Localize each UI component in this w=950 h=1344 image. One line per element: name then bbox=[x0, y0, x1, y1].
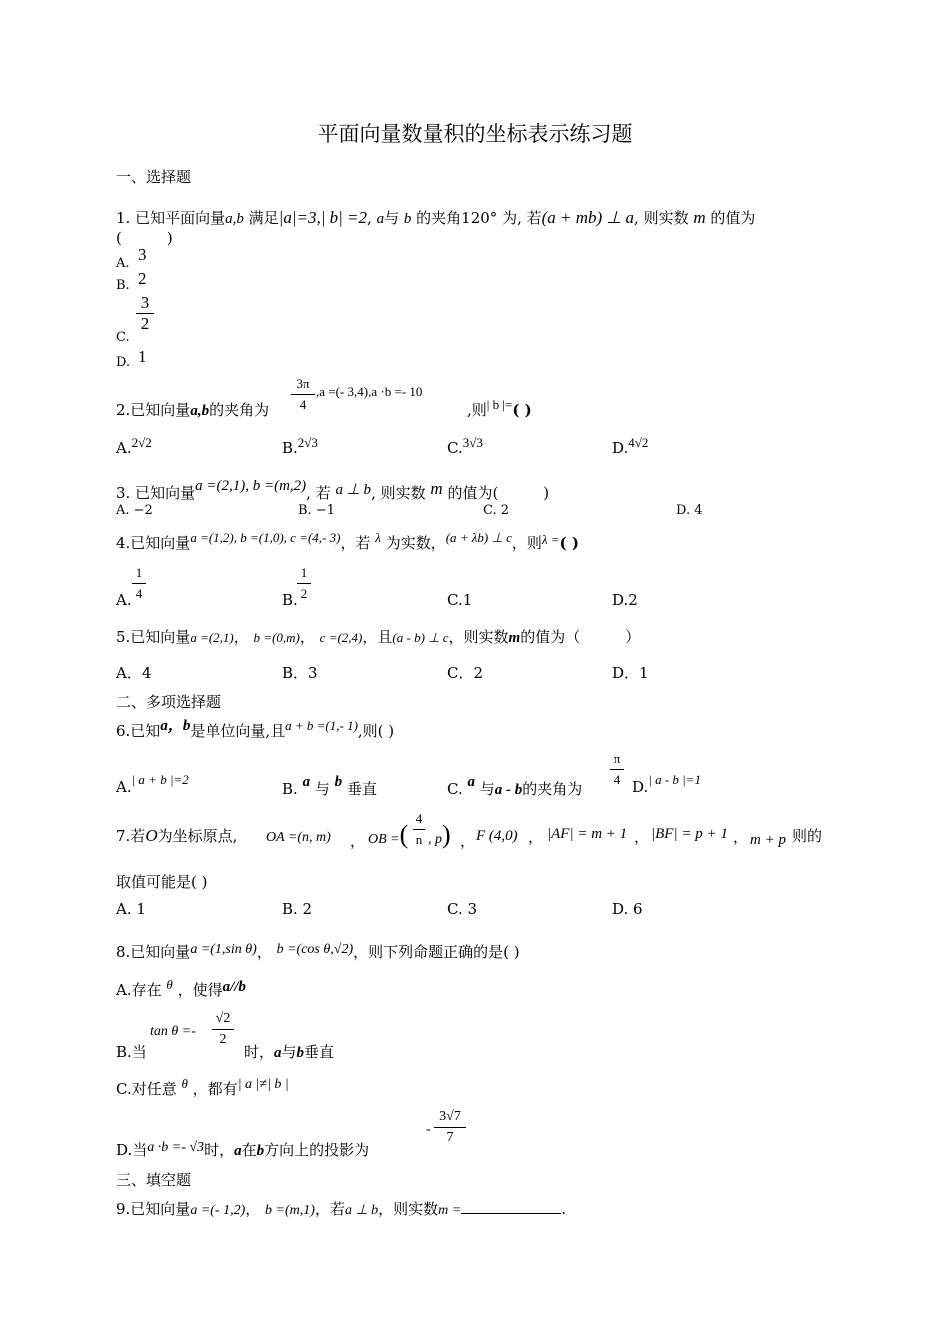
q8-option-b-tail: 垂直 bbox=[304, 1043, 335, 1061]
q1-option-d-value: 1 bbox=[138, 347, 147, 366]
q4-real: 为实数， bbox=[385, 534, 446, 552]
q1-paren: ( ) bbox=[116, 229, 173, 247]
q1-meets: 满足 bbox=[248, 209, 279, 227]
q6-option-c-denominator: 4 bbox=[613, 772, 621, 787]
q7-lead: 7.若 bbox=[116, 827, 146, 845]
q7-OB-tail-wrap bbox=[428, 820, 451, 850]
q6-condition: a + b =(1,- 1) bbox=[285, 718, 358, 733]
q8-option-b-numerator: √2 bbox=[215, 1011, 231, 1026]
q8-b: b =(cos θ,√2) bbox=[276, 942, 354, 957]
q1-option-c-fraction bbox=[136, 294, 154, 333]
q7-option-c: C. 3 bbox=[447, 900, 478, 918]
q8-option-a-mid: ，使得 bbox=[177, 981, 223, 999]
q6-option-c-with: 与 bbox=[479, 780, 495, 798]
fraction-bar bbox=[291, 394, 315, 395]
q8-sep: ， bbox=[256, 943, 272, 961]
question-1 bbox=[116, 207, 755, 228]
q8-option-c-expr: | a |≠| b | bbox=[237, 1077, 289, 1092]
fraction-bar bbox=[610, 769, 624, 770]
q5-c: c =(2,4) bbox=[319, 630, 363, 645]
fraction-bar bbox=[297, 583, 311, 584]
q8-option-a-theta: θ bbox=[166, 977, 173, 992]
q9-lead: 9.已知向量 bbox=[116, 1200, 191, 1218]
q8-option-c bbox=[116, 1078, 289, 1099]
q7-tail: 则的 bbox=[792, 827, 823, 845]
q7-sep-1: ， bbox=[350, 832, 366, 850]
q2-option-c-label: C. bbox=[447, 439, 463, 457]
q1-expr: (a + mb) ⊥ a bbox=[541, 208, 635, 227]
q4-option-b-fraction bbox=[297, 564, 311, 603]
q1-tail: 的值为 bbox=[710, 209, 756, 227]
q5-option-a: A．4 bbox=[116, 664, 152, 682]
section-heading: 一、选择题 bbox=[116, 168, 192, 186]
fraction-bar bbox=[212, 1029, 234, 1030]
q1-comma: , bbox=[367, 209, 372, 227]
q8-option-b-a: a bbox=[274, 1045, 282, 1061]
section-heading: 三、填空题 bbox=[116, 1171, 192, 1189]
q8-option-b-denominator: 2 bbox=[219, 1032, 227, 1047]
q1-option-c-numerator: 3 bbox=[140, 293, 150, 312]
q8-option-d-mid: 时， bbox=[204, 1141, 235, 1159]
q7-OB-pre: OB = bbox=[368, 832, 400, 847]
q2-option-d-value: 4√2 bbox=[628, 435, 649, 450]
q8-option-d-expr: a ·b =- √3 bbox=[147, 1140, 205, 1155]
question-9 bbox=[116, 1198, 566, 1219]
section-heading: 二、多项选择题 bbox=[116, 693, 222, 711]
q4-condition: a =(1,2), b =(1,0), c =(4,- 3) bbox=[190, 530, 341, 545]
fraction-bar bbox=[132, 583, 146, 584]
q7-option-a: A. 1 bbox=[116, 900, 146, 918]
q1-option-c-label: C. bbox=[116, 330, 130, 345]
q2-angle-fraction bbox=[291, 375, 315, 414]
q5-sep-1: ， bbox=[233, 628, 249, 646]
q7-m-plus-p: m + p bbox=[750, 832, 786, 848]
q8-tail: ，则下列命题正确的是( ) bbox=[353, 943, 520, 961]
question-4 bbox=[116, 532, 579, 553]
q1-lead: 1. 已知平面向量 bbox=[116, 209, 226, 227]
page-title: 平面向量数量积的坐标表示练习题 bbox=[317, 122, 633, 146]
q6-option-b bbox=[282, 774, 377, 799]
q2-angle-numerator: 3π bbox=[296, 376, 310, 391]
q6-option-d-label: D. bbox=[632, 778, 649, 796]
answer-blank[interactable] bbox=[461, 1199, 561, 1214]
q2-abs-b: | b |= bbox=[486, 397, 513, 412]
q4-paren: ( ) bbox=[559, 534, 579, 552]
q6-tail: ,则( ) bbox=[357, 722, 395, 740]
q8-option-b-fraction bbox=[212, 1010, 234, 1049]
q8-option-c-theta: θ bbox=[181, 1076, 188, 1091]
q8-option-b-pre: B.当 bbox=[116, 1043, 147, 1061]
q5-m: m bbox=[508, 630, 521, 646]
q2-option-a bbox=[116, 435, 152, 457]
q3-then: , 则实数 bbox=[371, 484, 426, 502]
q2-condition: ,a =(- 3,4),a ·b =- 10 bbox=[316, 384, 423, 399]
q8-lead: 8.已知向量 bbox=[116, 943, 191, 961]
q3-perp: a ⊥ b bbox=[335, 482, 372, 498]
q6-option-a bbox=[116, 772, 189, 796]
q2-option-a-label: A. bbox=[116, 439, 132, 457]
q6-lead: 6.已知 bbox=[116, 722, 161, 740]
q7-line-2: 取值可能是( ) bbox=[116, 873, 208, 891]
fraction-bar bbox=[434, 1127, 466, 1128]
q9-a: a =(- 1,2) bbox=[190, 1203, 246, 1218]
q7-option-b: B. 2 bbox=[282, 900, 313, 918]
q8-option-a-pre: A.存在 bbox=[116, 981, 162, 999]
q7-BF: |BF| = p + 1 bbox=[651, 826, 728, 842]
q8-option-c-pre: C.对任意 bbox=[116, 1080, 177, 1098]
q2-tail: ,则 bbox=[467, 401, 487, 419]
q1-a: a bbox=[376, 211, 385, 227]
q7-option-d: D. 6 bbox=[612, 900, 643, 918]
q6-option-c-tail: 的夹角为 bbox=[522, 780, 583, 798]
q1-b: b bbox=[403, 211, 412, 227]
q7-sep-5: ， bbox=[733, 828, 749, 846]
q3-tail: 的值为( ) bbox=[447, 484, 550, 502]
q3-option-a: A. −2 bbox=[116, 503, 153, 518]
q7-origin: 为坐标原点, bbox=[157, 827, 238, 845]
q8-option-d-b: b bbox=[256, 1143, 265, 1159]
q6-option-b-b: b bbox=[334, 774, 343, 790]
q1-with: 与 bbox=[384, 209, 400, 227]
q5-b: b =(0,m) bbox=[253, 630, 300, 645]
q8-option-b-rest bbox=[244, 1041, 334, 1062]
paren-right: ) bbox=[442, 820, 451, 849]
q6-option-c-label: C. bbox=[447, 780, 463, 798]
q1-option-a-value: 3 bbox=[138, 245, 147, 264]
q8-option-a bbox=[116, 979, 246, 1000]
q4-option-b-numerator: 1 bbox=[300, 565, 308, 580]
q1-option-a-label: A. bbox=[116, 256, 130, 271]
q9-sep: ， bbox=[245, 1200, 261, 1218]
q3-condition: a =(2,1), b =(m,2) bbox=[195, 478, 307, 494]
q8-option-d-neg: - bbox=[426, 1122, 431, 1137]
q4-option-a-fraction bbox=[132, 564, 146, 603]
q7-OB bbox=[368, 820, 408, 850]
q6-option-b-with: 与 bbox=[314, 780, 330, 798]
q3-lead: 3. 已知向量 bbox=[116, 484, 196, 502]
question-3 bbox=[116, 478, 550, 503]
q2-option-b-value: 2√3 bbox=[297, 435, 318, 450]
q2-tail-line bbox=[467, 399, 532, 420]
q9-b: b =(m,1) bbox=[265, 1203, 315, 1218]
question-8 bbox=[116, 941, 520, 962]
q2-option-d-label: D. bbox=[612, 439, 629, 457]
q7-OB-numerator: 4 bbox=[415, 811, 423, 826]
q6-option-a-expr: | a + b |=2 bbox=[131, 772, 189, 787]
q8-option-d bbox=[116, 1139, 369, 1160]
q3-option-d: D. 4 bbox=[676, 503, 703, 518]
q7-OB-tail: , p bbox=[428, 832, 442, 847]
q4-option-c: C.1 bbox=[447, 591, 473, 609]
q5-option-c: C．2 bbox=[447, 664, 484, 682]
q3-option-b: B. −1 bbox=[298, 503, 335, 518]
q6-option-b-tail: 垂直 bbox=[346, 780, 377, 798]
q4-if: ，若 bbox=[340, 534, 371, 552]
q9-then: ，则实数 bbox=[378, 1200, 439, 1218]
q1-vectors: a,b bbox=[225, 211, 244, 227]
q7-OB-fraction bbox=[413, 810, 425, 849]
q8-option-b-mid: 时， bbox=[244, 1043, 275, 1061]
q1-option-d-label: D. bbox=[116, 355, 131, 370]
q8-option-d-pre: D.当 bbox=[116, 1141, 148, 1159]
q4-expr: (a + λb) ⊥ c bbox=[445, 530, 512, 545]
q4-option-d: D.2 bbox=[612, 591, 638, 609]
q8-option-b-b: b bbox=[296, 1045, 305, 1061]
q1-for: 为, 若 bbox=[502, 209, 542, 227]
q5-lead: 5.已知向量 bbox=[116, 628, 191, 646]
q6-option-d-expr: | a - b |=1 bbox=[648, 772, 702, 787]
q7-OA: OA =(n, m) bbox=[266, 830, 331, 845]
q7-sep-3: ， bbox=[528, 828, 544, 846]
q7-sep-2: ， bbox=[460, 832, 476, 850]
q1-option-b-value: 2 bbox=[138, 269, 147, 288]
q6-option-c-a: a bbox=[467, 774, 475, 790]
q2-option-b bbox=[282, 435, 318, 457]
q1-option-c-denominator: 2 bbox=[140, 314, 150, 333]
q6-option-c bbox=[447, 774, 583, 799]
q6-option-b-label: B. bbox=[282, 780, 298, 798]
paren-left: ( bbox=[399, 820, 409, 849]
q1-then: , 则实数 bbox=[634, 209, 689, 227]
q8-option-d-fraction bbox=[434, 1108, 466, 1147]
q7-OB-denominator: n bbox=[415, 832, 423, 847]
q6-option-c-expr: a - b bbox=[494, 782, 523, 798]
question-6 bbox=[116, 720, 394, 741]
q6-vectors: a，b bbox=[160, 718, 191, 734]
fraction-bar bbox=[413, 829, 425, 830]
q8-option-d-a: a bbox=[234, 1143, 242, 1159]
question-2 bbox=[116, 399, 269, 420]
q7-O: O bbox=[145, 826, 158, 845]
q5-sep-2: ， bbox=[299, 628, 315, 646]
q5-sep-3: ， bbox=[362, 628, 378, 646]
q4-option-a-denominator: 4 bbox=[135, 586, 143, 601]
q5-a: a =(2,1) bbox=[190, 630, 234, 645]
q2-option-c bbox=[447, 435, 483, 457]
q4-then: ，则 bbox=[511, 534, 542, 552]
q2-option-b-label: B. bbox=[282, 439, 298, 457]
q7-sep-4: ， bbox=[634, 828, 650, 846]
q4-option-a-numerator: 1 bbox=[135, 565, 143, 580]
q9-if: ，若 bbox=[314, 1200, 345, 1218]
q9-end: . bbox=[561, 1200, 567, 1218]
q2-option-d bbox=[612, 435, 649, 457]
q8-option-d-tail: 方向上的投影为 bbox=[264, 1141, 370, 1159]
q6-unit: 是单位向量,且 bbox=[190, 722, 286, 740]
q1-m: m bbox=[693, 208, 706, 227]
q6-option-a-label: A. bbox=[116, 778, 132, 796]
q5-expr: (a - b) ⊥ c bbox=[392, 630, 449, 645]
q4-lambda-eq: λ = bbox=[541, 532, 560, 547]
q3-mid: , 若 bbox=[306, 484, 331, 502]
q8-option-b-tan: tan θ =- bbox=[150, 1024, 196, 1039]
question-5 bbox=[116, 626, 640, 647]
q6-option-c-fraction bbox=[610, 750, 624, 789]
q3-option-c: C. 2 bbox=[483, 503, 510, 518]
q8-option-c-mid: ，都有 bbox=[192, 1080, 238, 1098]
question-7 bbox=[116, 825, 237, 846]
q4-option-b-label: B. bbox=[282, 591, 298, 609]
q4-lambda: λ bbox=[375, 530, 381, 545]
q7-AF: |AF| = m + 1 bbox=[547, 826, 628, 842]
q8-option-b-with: 与 bbox=[281, 1043, 297, 1061]
q5-option-d: D．1 bbox=[612, 664, 649, 682]
q8-a: a =(1,sin θ) bbox=[190, 942, 257, 957]
q4-option-a-label: A. bbox=[116, 591, 132, 609]
q2-vectors: a,b bbox=[190, 403, 210, 419]
q7-F: F (4,0) bbox=[476, 828, 518, 844]
q2-option-a-value: 2√2 bbox=[131, 435, 152, 450]
q9-perp: a ⊥ b bbox=[344, 1203, 379, 1218]
q6-option-c-numerator: π bbox=[613, 751, 621, 766]
q2-angle-text: 的夹角为 bbox=[209, 401, 270, 419]
q5-option-b: B．3 bbox=[282, 664, 318, 682]
q3-m: m bbox=[430, 479, 443, 498]
q4-option-b-denominator: 2 bbox=[300, 586, 308, 601]
q5-tail: 的值为（ ） bbox=[520, 628, 641, 646]
q8-option-a-expr: a//b bbox=[222, 979, 246, 995]
q8-option-d-denominator: 7 bbox=[446, 1130, 454, 1145]
q5-and: 且 bbox=[377, 628, 393, 646]
q5-then: ，则实数 bbox=[448, 628, 509, 646]
q1-angle: 的夹角120° bbox=[416, 209, 498, 227]
q4-lead: 4.已知向量 bbox=[116, 534, 191, 552]
q1-condition: |a|=3,| b| =2 bbox=[278, 208, 368, 227]
q2-option-c-value: 3√3 bbox=[462, 435, 483, 450]
q1-option-b-label: B. bbox=[116, 278, 130, 293]
q2-paren: ( ) bbox=[512, 401, 532, 419]
q8-option-d-numerator: 3√7 bbox=[439, 1109, 461, 1124]
q2-lead: 2.已知向量 bbox=[116, 401, 191, 419]
q9-m-eq: m = bbox=[438, 1203, 462, 1218]
q2-angle-denominator: 4 bbox=[299, 397, 307, 412]
q6-option-d bbox=[632, 772, 702, 796]
q6-option-b-a: a bbox=[302, 774, 311, 790]
q8-option-d-in: 在 bbox=[241, 1141, 257, 1159]
